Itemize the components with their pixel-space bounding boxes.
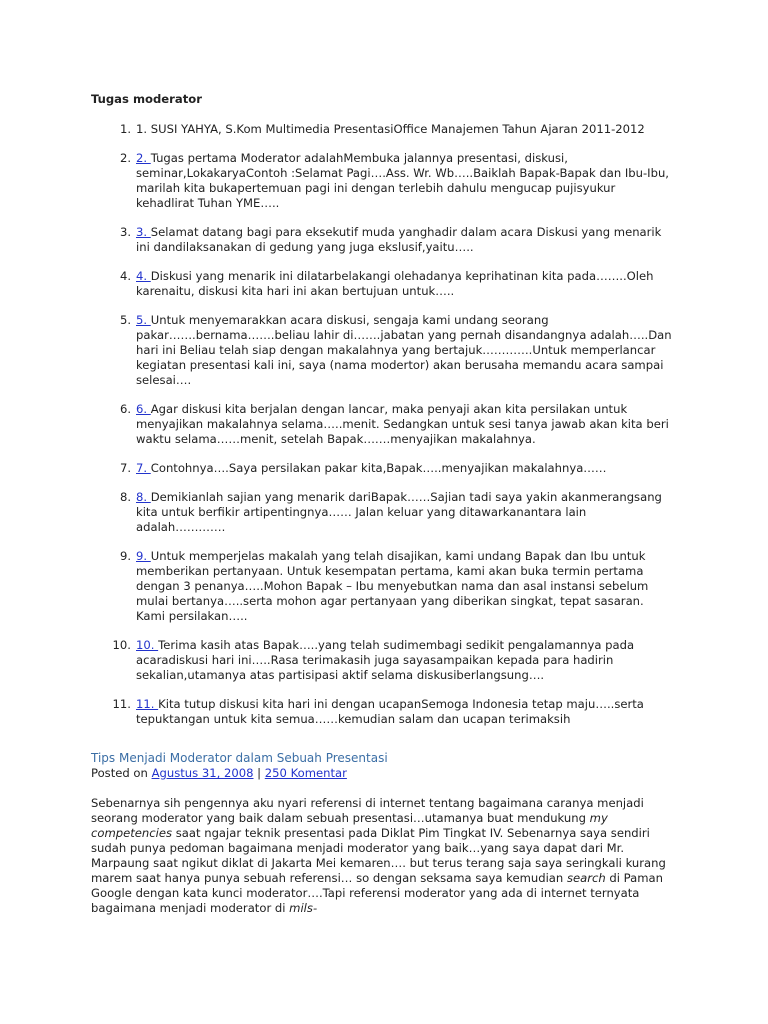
post-body [91, 796, 681, 916]
list-number: 7. [119, 461, 131, 475]
list-number: 3. [119, 225, 131, 239]
list-number: 1. [119, 122, 131, 136]
list-number: 8. [119, 490, 131, 504]
list-item-text: Selamat datang bagi para eksekutif muda yanghadir dalam acara Diskusi yang menarik ini dandilaksanakan di gedung yang juga ekslusif,yaitu….. [136, 225, 662, 254]
list-item-link[interactable]: 8. [136, 490, 151, 504]
list-item-link[interactable]: 6. [136, 402, 151, 416]
list-item-link[interactable]: 7. [136, 461, 151, 475]
list-number: 5. [119, 313, 131, 327]
list-item-text: Agar diskusi kita berjalan dengan lancar, maka penyaji akan kita persilakan untuk menyajikan makalahnya selama…..menit. Sedangkan untuk sesi tanya jawab akan kita beri waktu selama……menit, setelah Bapak…….menyajikan makalahnya. [136, 402, 669, 446]
list-item-text: Untuk menyemarakkan acara diskusi, sengaja kami undang seorang pakar…….bernama…….beliau lahir di…….jabatan yang pernah disandangnya adalah…..Dan hari ini Beliau telah siap dengan makalahnya yang bertajuk………….Untuk memperlancar kegiatan presentasi kali ini, saya (nama modertor) akan berusaha memandu acara sampai selesai…. [136, 313, 672, 387]
list-item [91, 402, 676, 447]
list-item [91, 697, 676, 727]
body-text: saat ngajar teknik presentasi pada Diklat Pim Tingkat IV. Sebenarnya saya sendiri sudah punya pedoman bagaimana menjadi moderator yang baik…yang saya dapat dari Mr. Marpaung saat ngikut diklat di Jakarta Mei kemaren…. but terus terang saja saya seringkali kurang marem saat hanya punya sebuah referensi… so dengan seksama saya kemudian [91, 826, 666, 885]
list-item-link[interactable]: 9. [136, 549, 151, 563]
comments-link[interactable]: 250 Komentar [264, 766, 347, 780]
list-item-text: Terima kasih atas Bapak…..yang telah sudimembagi sedikit pengalamannya pada acaradiskusi hari ini…..Rasa terimakasih juga sayasampaikan kepada para hadirin sekalian,utamanya atas partisipasi aktif selama diskusiberlangsung…. [136, 638, 635, 682]
body-text: di Paman Google dengan kata kunci moderator….Tapi referensi moderator yang ada di internet ternyata bagaimana menjadi moderator di [91, 871, 663, 915]
list-item [91, 225, 676, 255]
body-emphasis: mils- [289, 901, 318, 915]
list-item-link[interactable]: 5. [136, 313, 151, 327]
list-item-link[interactable]: 11. [136, 697, 159, 711]
list-item-link[interactable]: 10. [136, 638, 159, 652]
list-item [91, 313, 676, 388]
list-item [91, 269, 676, 299]
list-item-text: Diskusi yang menarik ini dilatarbelakangi olehadanya keprihatinan kita pada……..Oleh karenaitu, diskusi kita hari ini akan bertujuan untuk….. [136, 269, 654, 298]
list-number: 11. [112, 697, 131, 711]
body-text: Sebenarnya sih pengennya aku nyari referensi di internet tentang bagaimana caranya menjadi seorang moderator yang baik dalam sebuah presentasi…utamanya buat mendukung [91, 796, 644, 825]
list-item-text: Contohnya….Saya persilakan pakar kita,Bapak…..menyajikan makalahnya…… [150, 461, 607, 475]
meta-separator: | [253, 766, 265, 780]
list-item-text: Tugas pertama Moderator adalahMembuka jalannya presentasi, diskusi, seminar,LokakaryaContoh :Selamat Pagi….Ass. Wr. Wb…..Baiklah Bapak-Bapak dan Ibu-Ibu, marilah kita bukapertemuan pagi ini dengan terlebih dahulu mengucap pujisyukur kehadlirat Tuhan YME….. [136, 151, 669, 210]
post-title[interactable]: Tips Menjadi Moderator dalam Sebuah Presentasi [91, 751, 388, 765]
body-emphasis: my competencies [91, 811, 608, 840]
body-emphasis: search [566, 871, 606, 885]
list-item [91, 461, 676, 476]
list-number: 9. [119, 549, 131, 563]
posted-on-label: Posted on [91, 766, 152, 780]
list-number: 10. [112, 638, 131, 652]
list-item-link[interactable]: 4. [136, 269, 151, 283]
list-number: 6. [119, 402, 131, 416]
list-item-text: 1. SUSI YAHYA, S.Kom Multimedia PresentasiOffice Manajemen Tahun Ajaran 2011-2012 [136, 122, 645, 136]
list-item [91, 490, 676, 535]
list-number: 2. [119, 151, 131, 165]
list-item [91, 549, 676, 624]
list-item [91, 151, 676, 211]
list-number: 4. [119, 269, 131, 283]
document-page [91, 92, 691, 916]
post-meta [91, 766, 691, 781]
list-item-text: Untuk memperjelas makalah yang telah disajikan, kami undang Bapak dan Ibu untuk memberikan pertanyaan. Untuk kesempatan pertama, kami akan buka termin pertama dengan 3 penanya…..Mohon Bapak – Ibu menyebutkan nama dan asal instansi sebelum mulai bertanya…..serta mohon agar pertanyaan yang diberikan singkat, tepat sasaran. Kami persilakan….. [136, 549, 649, 623]
list-item-link[interactable]: 2. [136, 151, 151, 165]
list-item [91, 638, 676, 683]
post-date-link[interactable]: Agustus 31, 2008 [151, 766, 254, 780]
list-item-text: Demikianlah sajian yang menarik dariBapak……Sajian tadi saya yakin akanmerangsang kita untuk berfikir artipentingnya…… Jalan keluar yang ditawarkanantara lain adalah…………. [136, 490, 662, 534]
list-item-link[interactable]: 3. [136, 225, 151, 239]
task-list [91, 122, 691, 727]
page-heading: Tugas moderator [91, 92, 202, 106]
list-item-text: Kita tutup diskusi kita hari ini dengan ucapanSemoga Indonesia tetap maju…..serta tepuktangan untuk kita semua……kemudian salam dan ucapan terimaksih [136, 697, 644, 726]
list-item [91, 122, 676, 137]
